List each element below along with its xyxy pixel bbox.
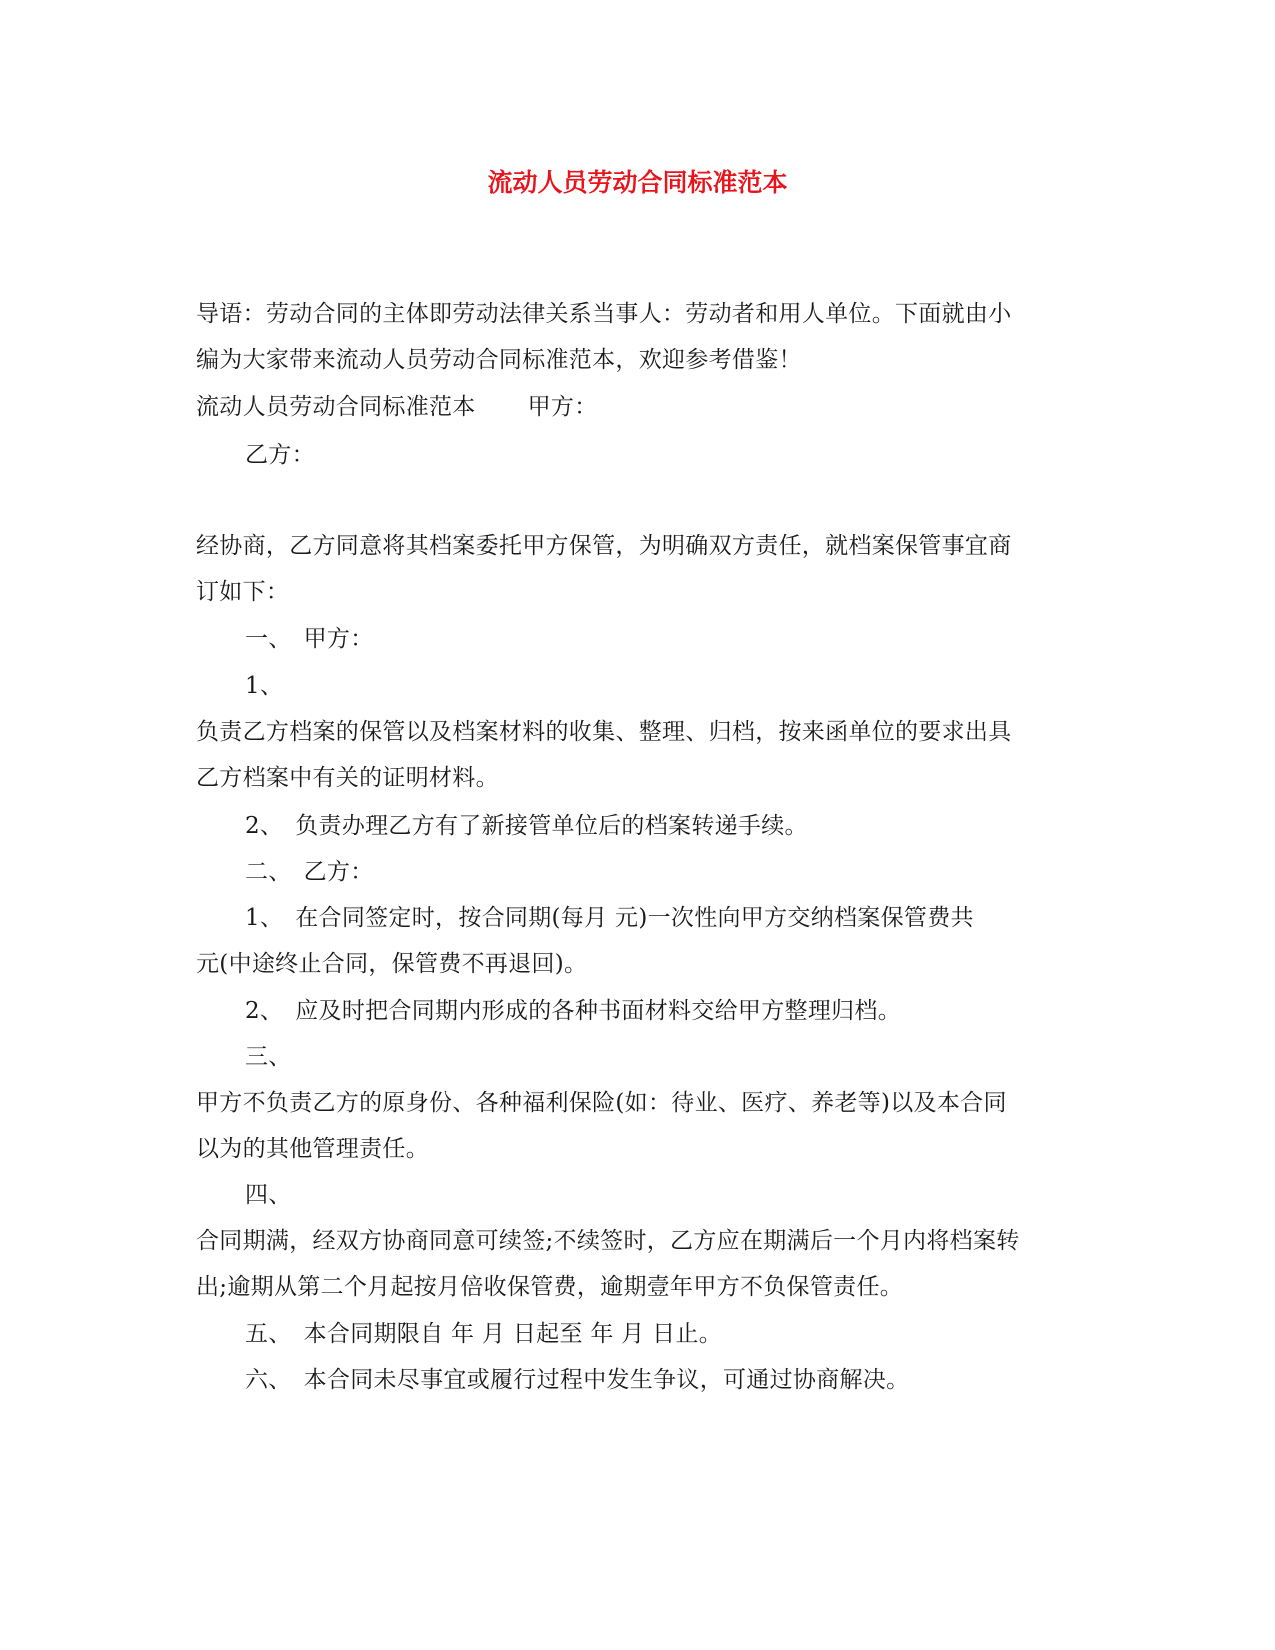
section-3-line-1: 甲方不负责乙方的原身份、各种福利保险(如：待业、医疗、养老等)以及本合同 [196,1090,1007,1116]
section-3-number: 三、 [245,1044,292,1070]
subtitle: 流动人员劳动合同标准范本 [196,394,476,420]
section-1-item-1-number: 1、 [245,673,284,699]
section-1-item-2 [245,810,808,842]
preamble-line-1: 经协商，乙方同意将其档案委托甲方保管，为明确双方责任，就档案保管事宜商 [196,533,1012,559]
party-a-label: 甲方： [527,394,598,420]
section-2-number: 二、 [245,859,292,885]
section-2-item-1-line-2: 元(中途终止合同，保管费不再退回)。 [196,951,588,977]
section-2-item-2-text: 应及时把合同期内形成的各种书面材料交给甲方整理归档。 [295,998,902,1024]
section-2-item-1-line-1: 在合同签定时，按合同期(每月 元)一次性向甲方交纳档案保管费共 [295,905,974,931]
section-2-item-2 [245,995,901,1027]
party-b-label: 乙方： [245,442,315,468]
intro-line-1: 导语：劳动合同的主体即劳动法律关系当事人：劳动者和用人单位。下面就由小 [196,301,1012,327]
section-1-item-1-line-2: 乙方档案中有关的证明材料。 [196,765,499,791]
section-1-number: 一、 [245,626,292,652]
section-6-text: 本合同未尽事宜或履行过程中发生争议，可通过协商解决。 [303,1367,910,1393]
section-1-item-1-line-1: 负责乙方档案的保管以及档案材料的收集、整理、归档，按来函单位的要求出具 [196,719,1012,745]
section-5-text: 本合同期限自 年 月 日起至 年 月 日止。 [303,1321,723,1347]
section-1-item-2-text: 负责办理乙方有了新接管单位后的档案转递手续。 [295,813,808,839]
section-2-heading [245,856,374,888]
section-2-title: 乙方： [303,859,374,885]
subtitle-party-row [196,391,598,423]
section-2-item-2-number: 2、 [245,998,284,1024]
section-2-item-1-number: 1、 [245,905,284,931]
section-4-number: 四、 [245,1182,292,1208]
section-1-item-2-number: 2、 [245,813,284,839]
section-5 [245,1318,722,1350]
document-title: 流动人员劳动合同标准范本 [487,168,788,197]
section-4-line-1: 合同期满，经双方协商同意可续签;不续签时，乙方应在期满后一个月内将档案转 [196,1228,1020,1254]
section-3-line-2: 以为的其他管理责任。 [196,1136,429,1162]
section-6 [245,1364,909,1396]
section-5-number: 五、 [245,1321,292,1347]
section-2-item-1 [245,902,974,934]
intro-line-2: 编为大家带来流动人员劳动合同标准范本，欢迎参考借鉴！ [196,347,802,373]
section-1-heading [245,623,374,655]
section-1-title: 甲方： [303,626,374,652]
preamble-line-2: 订如下： [196,579,290,605]
section-4-line-2: 出;逾期从第二个月起按月倍收保管费，逾期壹年甲方不负保管责任。 [196,1274,904,1300]
section-6-number: 六、 [245,1367,292,1393]
